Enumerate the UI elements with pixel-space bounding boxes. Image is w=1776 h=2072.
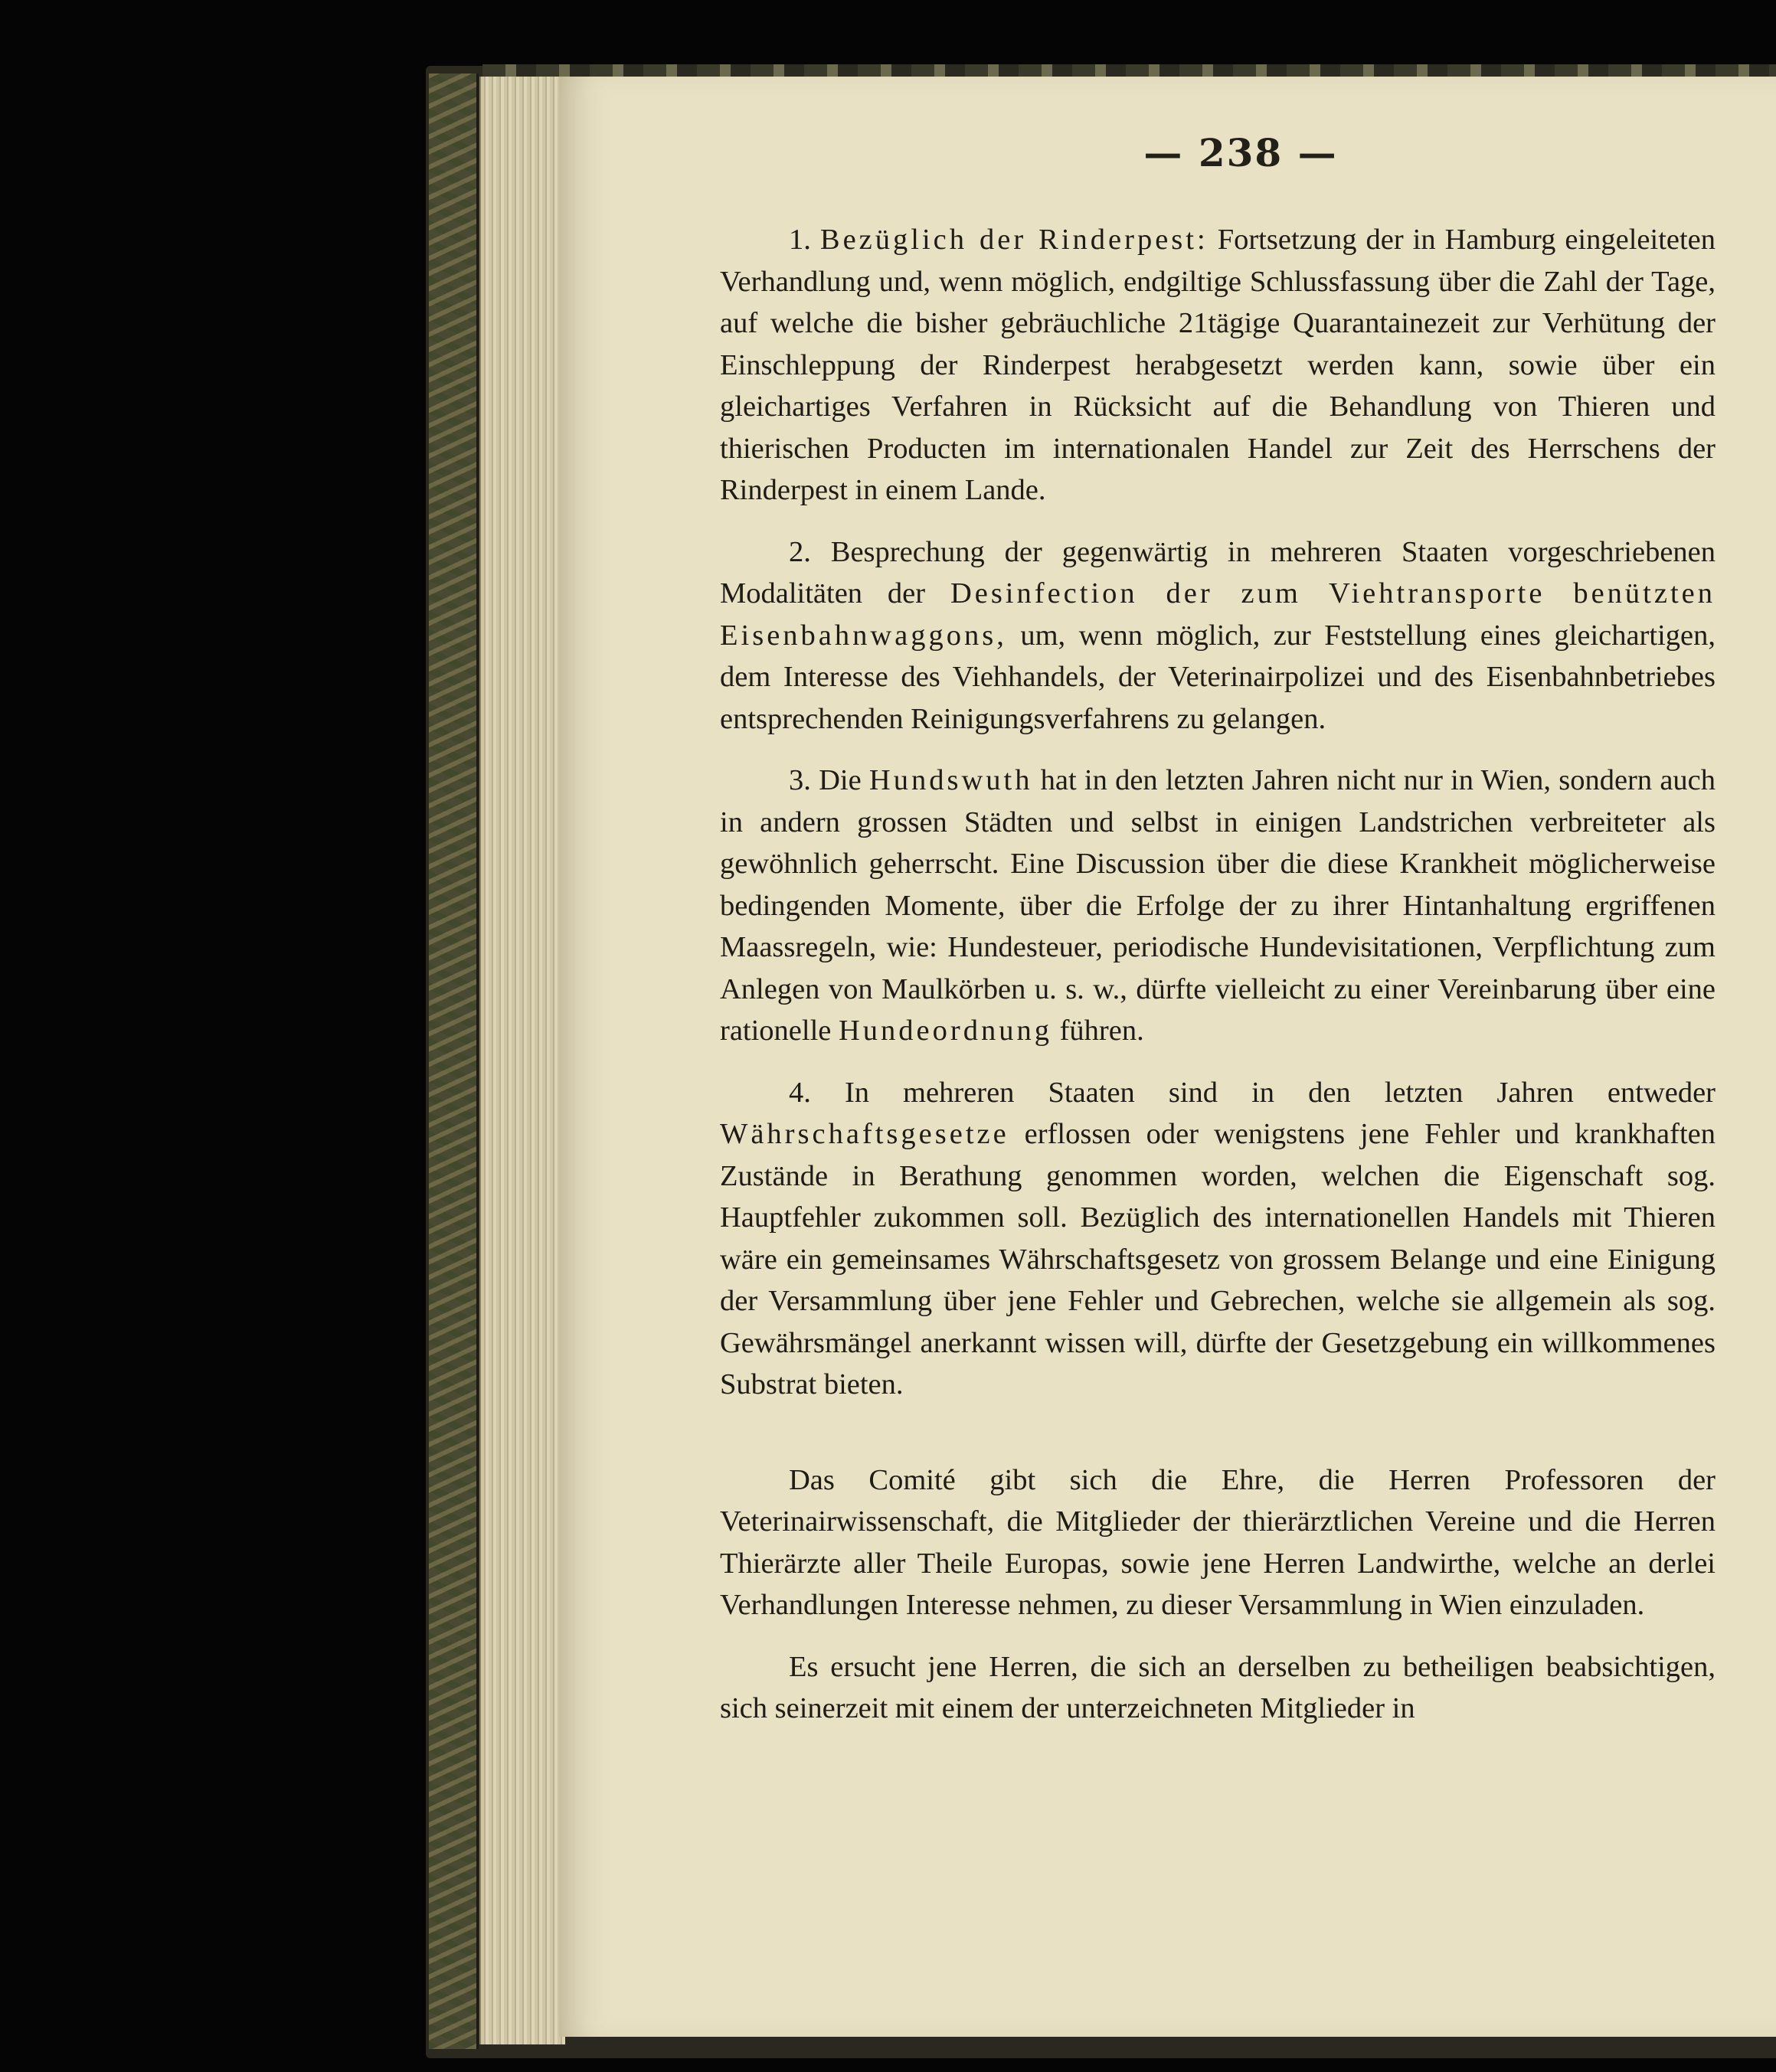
item-4-post: erflossen oder wenigstens jene Fehler und krankhaften Zustände in Berathung genommen worden, welchen die Eigenschaft sog. Hauptfehler zukommen soll. Bezüglich des internationellen Handels mit Thieren wäre ein gemeinsames Währschaftsgesetz von grossem Belange und eine Einigung der Versammlung über jene Fehler und Gebrechen, welche sie allgemein als sog. Gewährsmängel anerkannt wissen will, dürfte der Gesetzgebung ein willkommenes Substrat bieten. <box>720 1118 1716 1400</box>
item-3-post: führen. <box>1059 1015 1144 1047</box>
item-4-spaced: Währschaftsgesetze <box>720 1118 1009 1150</box>
item-2-spaced: Desinfection der zum Viehtransporte benützten Eisenbahnwaggons, <box>720 577 1715 652</box>
item-1-number: 1. <box>789 224 811 256</box>
item-1-lead: Bezüglich der Rinderpest: <box>819 224 1209 256</box>
item-4-number: 4. <box>789 1076 811 1109</box>
item-3-mid: hat in den letzten Jahren nicht nur in Wien, sondern auch in andern grossen Städten und selbst in einigen Landstrichen verbreiteter als gewöhnlich geherrscht. Eine Discussion über die diese Krankheit möglicherweise bedingenden Momente, über die Erfolge der zu ihrer Hintanhaltung ergriffenen Maassregeln, wie: Hundesteuer, periodische Hundevisitationen, Verpflichtung zum Anlegen von Maulkörben u. s. w., dürfte vielleicht zu einer Vereinbarung über eine rationelle <box>720 764 1716 1047</box>
item-3-spaced: Hundswuth <box>868 764 1033 796</box>
item-1-text: Fortsetzung der in Hamburg eingeleiteten Verhandlung und, wenn möglich, endgiltige Schlussfassung über die Zahl der Tage, auf welche die bisher gebräuchliche 21tägige Quarantainezeit zur Verhütung der Einschleppung der Rinderpest herabgesetzt werden kann, sowie über ein gleichartiges Verfahren in Rücksicht auf die Behandlung von Thieren und thierischen Producten im internationalen Handel zur Zeit des Herrschens der Rinderpest in einem Lande. <box>720 224 1716 506</box>
item-3-spaced-2: Hundeordnung <box>839 1015 1052 1047</box>
item-2 <box>720 531 1715 740</box>
item-3 <box>720 760 1715 1052</box>
closing-paragraph-1: Das Comité gibt sich die Ehre, die Herren Professoren der Veterinairwissenschaft, die Mitglieder der thierärztlichen Vereine und die Herren Thierärzte aller Theile Europas, sowie jene Herren Landwirthe, welche an derlei Verhandlungen Interesse nehmen, zu dieser Versammlung in Wien einzuladen. <box>720 1463 1715 1621</box>
item-2-pre: Besprechung der gegenwärtig in mehreren Staaten vorgeschriebenen Modalitäten der <box>720 535 1716 610</box>
item-2-number: 2. <box>789 535 811 568</box>
page-edges <box>479 77 565 2044</box>
page-number: — 238 — <box>1143 130 1338 175</box>
item-3-number: 3. <box>789 764 811 796</box>
closing-paragraph-2: Es ersucht jene Herren, die sich an derselben zu betheiligen beabsichtigen, sich seinerzeit mit einem der unterzeichneten Mitglieder in <box>720 1650 1715 1724</box>
item-4 <box>720 1072 1715 1406</box>
item-4-pre: In mehreren Staaten sind in den letzten Jahren entweder <box>844 1076 1715 1109</box>
marbled-binding <box>429 74 479 2049</box>
page-text <box>720 219 1715 1730</box>
item-1 <box>720 219 1715 511</box>
item-2-post: um, wenn möglich, zur Feststellung eines gleichartigen, dem Interesse des Viehhandels, der Veterinairpolizei und des Eisenbahnbetriebes entsprechenden Reinigungsverfahrens zu gelangen. <box>720 619 1715 735</box>
item-3-pre: Die <box>819 764 862 796</box>
